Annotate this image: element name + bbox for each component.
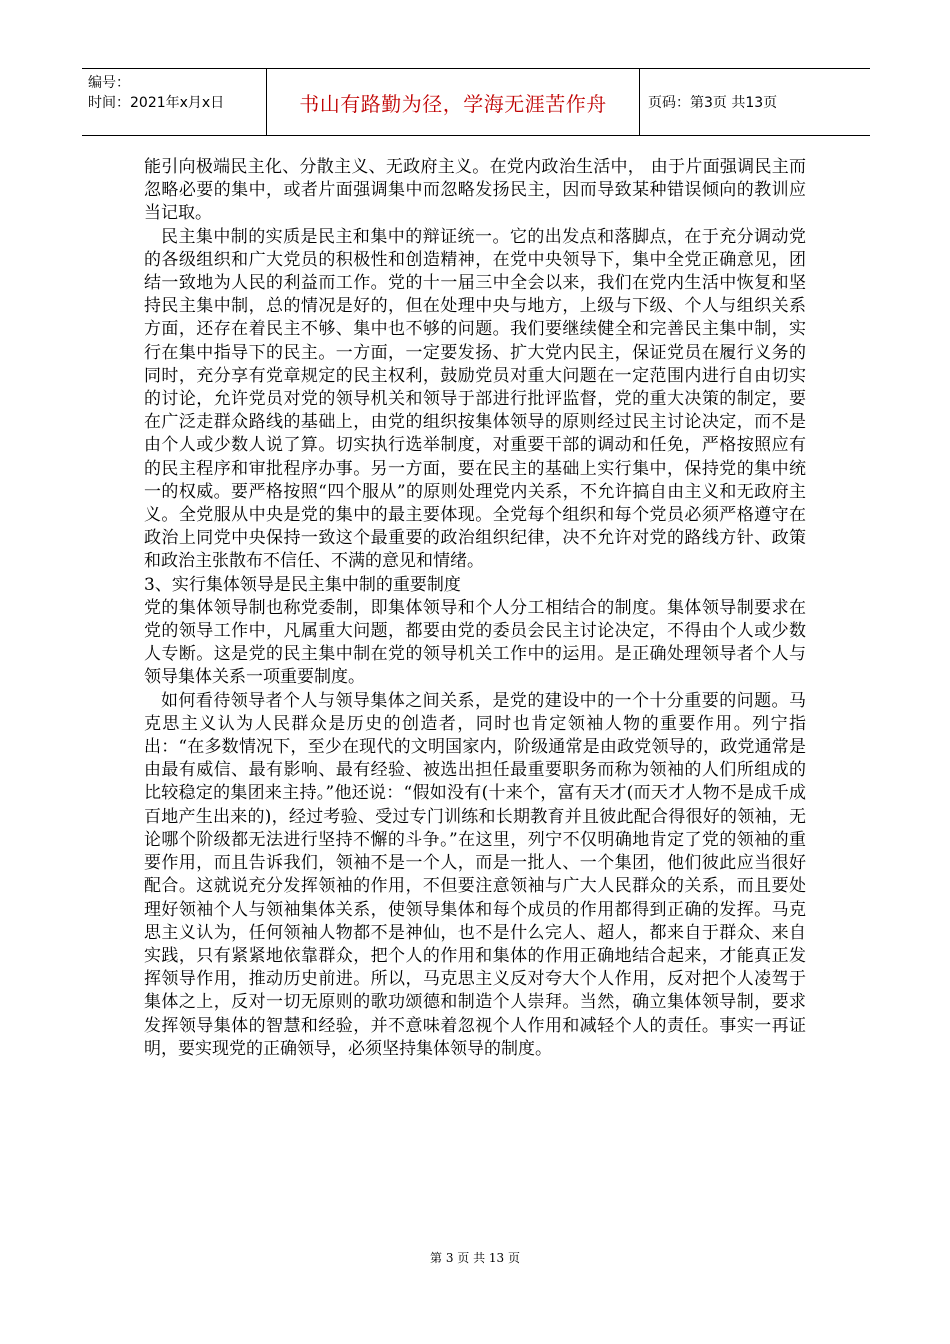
body-paragraph: 党的集体领导制也称党委制，即集体领导和个人分工相结合的制度。集体领导制要求在党的领导工作中，凡属重大问题，都要由党的委员会民主讨论决定，不得由个人或少数人专断。这是党的民主集中制在党的领导机关工作中的运用。是正确处理领导者个人与领导集体关系一项重要制度。 <box>144 597 806 688</box>
header-motto-cell <box>266 69 640 135</box>
footer-page-number: 第 3 页 共 13 页 <box>430 1251 520 1265</box>
document-body <box>144 156 806 1061</box>
header-page-info-cell <box>640 69 870 135</box>
body-paragraph: 民主集中制的实质是民主和集中的辩证统一。它的出发点和落脚点，在于充分调动党的各级组织和广大党员的积极性和创造精神，在党中央领导下，集中全党正确意见，团结一致地为人民的利益而工作。党的十一届三中全会以来，我们在党内生活中恢复和坚持民主集中制，总的情况是好的，但在处理中央与地方，上级与下级、个人与组织关系方面，还存在着民主不够、集中也不够的问题。我们要继续健全和完善民主集中制，实行在集中指导下的民主。一方面，一定要发扬、扩大党内民主，保证党员在履行义务的同时，充分享有党章规定的民主权利，鼓励党员对重大问题在一定范围内进行自由切实的讨论，允许党员对党的领导机关和领导于部进行批评监督，党的重大决策的制定，要在广泛走群众路线的基础上，由党的组织按集体领导的原则经过民主讨论决定，而不是由个人或少数人说了算。切实执行选举制度，对重要干部的调动和任免，严格按照应有的民主程序和审批程序办事。另一方面，要在民主的基础上实行集中，保持党的集中统一的权威。要严格按照“四个服从”的原则处理党内关系，不允许搞自由主义和无政府主义。全党服从中央是党的集中的最主要体现。全党每个组织和每个党员必须严格遵守在政治上同党中央保持一致这个最重要的政治组织纪律，决不允许对党的路线方针、政策和政治主张散布不信任、不满的意见和情绪。 <box>144 226 806 572</box>
header-meta <box>82 69 266 135</box>
body-paragraph: 能引向极端民主化、分散主义、无政府主义。在党内政治生活中， 由于片面强调民主而忽略必要的集中，或者片面强调集中而忽略发扬民主，因而导致某种错误倾向的教训应当记取。 <box>144 157 806 224</box>
header-page-info: 页码：第3页 共13页 <box>648 95 778 111</box>
body-paragraph: 如何看待领导者个人与领导集体之间关系，是党的建设中的一个十分重要的问题。马克思主义认为人民群众是历史的创造者，同时也肯定领袖人物的重要作用。列宁指出：“在多数情况下，至少在现代的文明国家内，阶级通常是由政党领导的，政党通常是由最有威信、最有影响、最有经验、被选出担任最重要职务而称为领袖的人们所组成的比较稳定的集团来主持。”他还说：“假如没有(十来个，富有天才(而天才人物不是成千成百地产生出来的)，经过考验、受过专门训练和长期教育并且彼此配合得很好的领袖，无论哪个阶级都无法进行坚持不懈的斗争。”在这里，列宁不仅明确地肯定了党的领袖的重要作用，而且告诉我们，领袖不是一个人，而是一批人、一个集团，他们彼此应当很好配合。这就说充分发挥领袖的作用，不但要注意领袖与广大人民群众的关系，而且要处理好领袖个人与领袖集体关系，使领导集体和每个成员的作用都得到正确的发挥。马克思主义认为，任何领袖人物都不是神仙，也不是什么完人、超人，都来自于群众、来自实践，只有紧紧地依靠群众，把个人的作用和集体的作用正确地结合起来，才能真正发挥领导作用，推动历史前进。所以，马克思主义反对夸大个人作用，反对把个人凌驾于集体之上，反对一切无原则的歌功颂德和制造个人崇拜。当然，确立集体领导制，要求发挥领导集体的智慧和经验，并不意味着忽视个人作用和减轻个人的责任。事实一再证明，要实现党的正确领导，必须坚持集体领导的制度。 <box>144 690 806 1059</box>
section-heading: 3、实行集体领导是民主集中制的重要制度 <box>144 574 461 595</box>
document-date: 时间：2021年x月x日 <box>88 95 225 111</box>
document-number-label: 编号： <box>88 75 130 91</box>
header-motto: 书山有路勤为径，学海无涯苦作舟 <box>299 91 607 116</box>
page-footer <box>0 1249 950 1266</box>
page-header <box>82 68 870 136</box>
